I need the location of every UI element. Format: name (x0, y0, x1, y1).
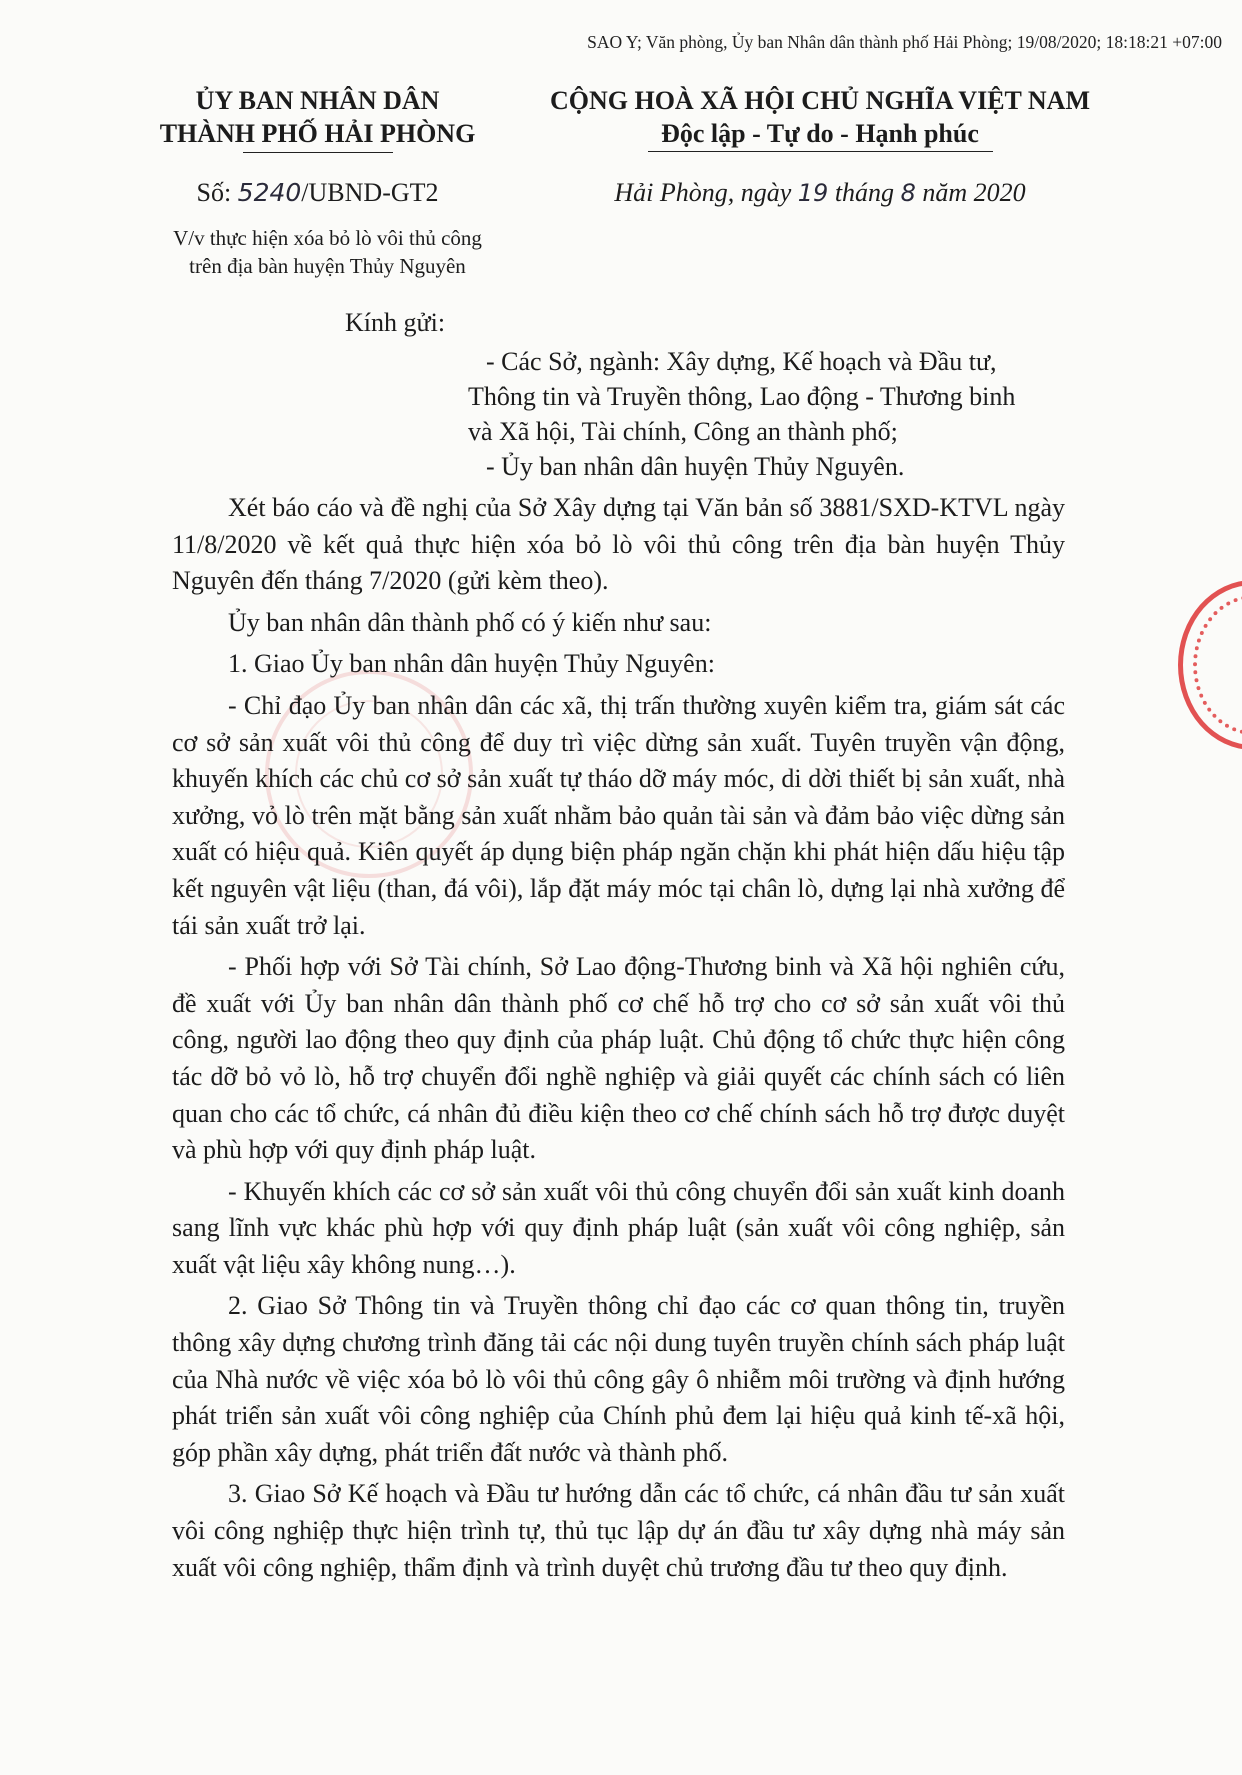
national-header (515, 84, 1125, 152)
doc-number-handwritten: 5240 (237, 178, 302, 207)
issuing-authority (140, 84, 495, 153)
date-month-label: tháng (834, 178, 895, 207)
body-paragraph: - Khuyến khích các cơ sở sản xuất vôi thủ công chuyển đổi sản xuất kinh doanh sang lĩnh vực khác phù hợp với quy định pháp luật (sản xuất vôi công nghiệp, sản xuất vật liệu xây không nung…). (172, 1176, 1065, 1279)
date-month: 8 (900, 179, 916, 207)
greeting: Kính gửi: (345, 308, 446, 337)
body-paragraph: - Phối hợp với Sở Tài chính, Sở Lao động-Thương binh và Xã hội nghiên cứu, đề xuất với Ủy ban nhân dân thành phố cơ chế hỗ trợ cho cơ sở sản xuất vôi thủ công, người lao động theo quy định của pháp luật. Chủ động tổ chức thực hiện công tác dỡ bỏ vỏ lò, hỗ trợ chuyển đổi nghề nghiệp và giải quyết các chính sách có liên quan cho các tổ chức, cá nhân đủ điều kiện theo cơ chế chính sách hỗ trợ được duyệt và phù hợp với quy định pháp luật. (172, 952, 1065, 1165)
document-date (515, 178, 1125, 208)
document-body (172, 490, 1065, 1591)
body-paragraph: 1. Giao Ủy ban nhân dân huyện Thủy Nguyên: (228, 649, 715, 679)
date-place: Hải Phòng, ngày (614, 178, 792, 207)
issuer-underline (243, 152, 393, 153)
doc-number-prefix: Số: (196, 178, 232, 207)
doc-number-suffix: /UBND-GT2 (301, 178, 439, 207)
recipient-1-line-3: và Xã hội, Tài chính, Công an thành phố; (468, 417, 898, 446)
motto-underline (648, 151, 993, 152)
national-title: CỘNG HOÀ XÃ HỘI CHỦ NGHĨA VIỆT NAM (549, 86, 1091, 115)
national-motto: Độc lập - Tự do - Hạnh phúc (661, 119, 979, 148)
document-subject (140, 224, 515, 280)
date-day: 19 (797, 179, 829, 207)
recipient-2: - Ủy ban nhân dân huyện Thủy Nguyên. (486, 452, 905, 481)
body-paragraph: Xét báo cáo và đề nghị của Sở Xây dựng tại Văn bản số 3881/SXD-KTVL ngày 11/8/2020 về kết quả thực hiện xóa bỏ lò vôi thủ công trên địa bàn huyện Thủy Nguyên đến tháng 7/2020 (gửi kèm theo). (172, 493, 1065, 596)
digital-copy-stamp: SAO Y; Văn phòng, Ủy ban Nhân dân thành phố Hải Phòng; 19/08/2020; 18:18:21 +07:00 (587, 32, 1222, 52)
body-paragraph: 3. Giao Sở Kế hoạch và Đầu tư hướng dẫn các tổ chức, cá nhân đầu tư sản xuất vôi công nghiệp thực hiện trình tự, thủ tục lập dự án đầu tư xây dựng nhà máy sản xuất vôi công nghiệp, thẩm định và trình duyệt chủ trương đầu tư theo quy định. (172, 1479, 1065, 1582)
body-paragraph: - Chỉ đạo Ủy ban nhân dân các xã, thị trấn thường xuyên kiểm tra, giám sát các cơ sở sản xuất vôi thủ công để duy trì việc dừng sản xuất. Tuyên truyền vận động, khuyến khích các chủ cơ sở sản xuất tự tháo dỡ máy móc, di dời thiết bị sản xuất, nhà xưởng, vỏ lò trên mặt bằng sản xuất nhằm bảo quản tài sản và đảm bảo việc dừng sản xuất có hiệu quả. Kiên quyết áp dụng biện pháp ngăn chặn khi phát hiện dấu hiệu tập kết nguyên vật liệu (than, đá vôi), lắp đặt máy móc tại chân lò, dựng lại nhà xưởng để tái sản xuất trở lại. (172, 690, 1065, 940)
subject-line-2: trên địa bàn huyện Thủy Nguyên (189, 254, 466, 278)
document-number (140, 178, 495, 208)
recipient-1-line-2: Thông tin và Truyền thông, Lao động - Thương binh (468, 382, 1016, 411)
body-paragraph: 2. Giao Sở Thông tin và Truyền thông chỉ đạo các cơ quan thông tin, truyền thông xây dựng chương trình đăng tải các nội dung tuyên truyền chính sách pháp luật của Nhà nước về việc xóa bỏ lò vôi thủ công gây ô nhiễm môi trường và định hướng phát triển sản xuất vôi công nghiệp của Chính phủ đem lại hiệu quả kinh tế-xã hội, góp phần xây dựng, phát triển đất nước và thành phố. (172, 1291, 1065, 1467)
body-paragraph: Ủy ban nhân dân thành phố có ý kiến như sau: (228, 607, 712, 637)
subject-line-1: V/v thực hiện xóa bỏ lò vôi thủ công (173, 226, 482, 250)
red-seal-stamp (1178, 580, 1242, 750)
issuer-line-1: ỦY BAN NHÂN DÂN (195, 86, 440, 115)
date-year: năm 2020 (922, 178, 1026, 207)
recipient-1-line-1: - Các Sở, ngành: Xây dựng, Kế hoạch và Đầu tư, (486, 347, 997, 376)
issuer-line-2: THÀNH PHỐ HẢI PHÒNG (159, 119, 476, 148)
recipient-list (468, 344, 1068, 484)
